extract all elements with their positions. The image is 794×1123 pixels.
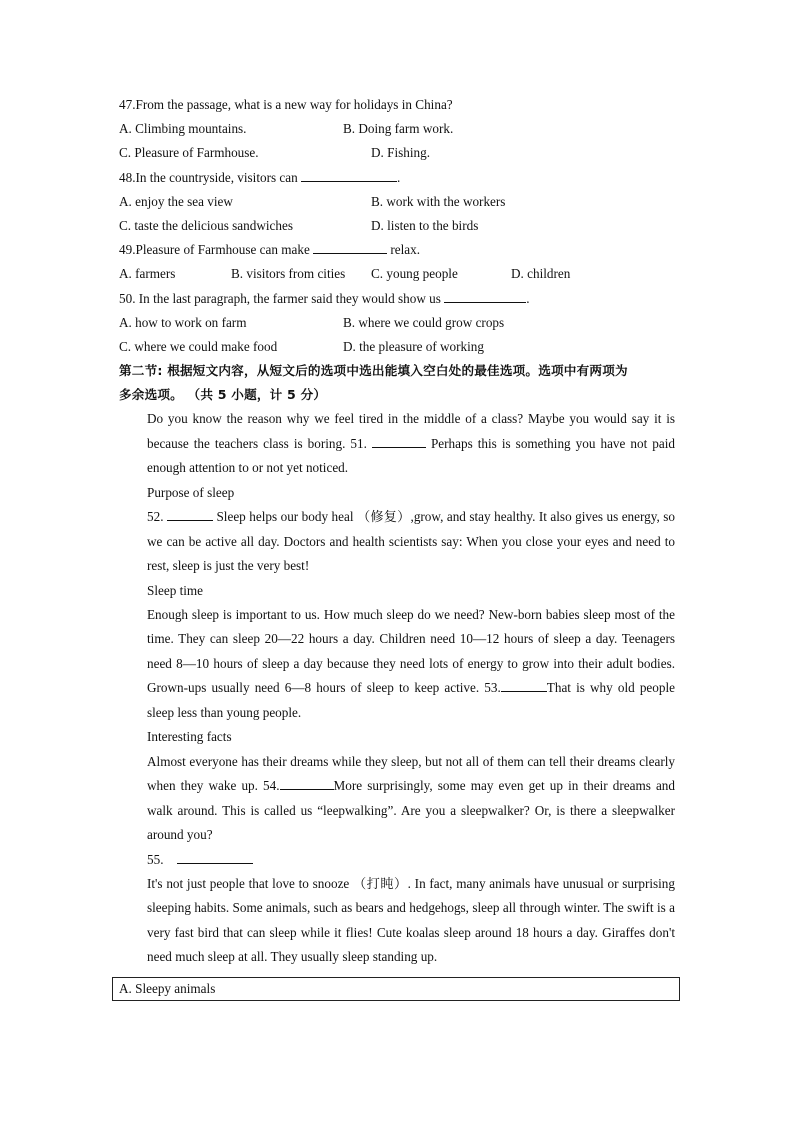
question-50-stem [119,287,675,311]
q47-option-d: D. Fishing. [371,145,430,161]
passage-paragraph-4 [119,750,675,848]
q48-option-d: D. listen to the birds [371,217,479,233]
q49-option-a: A. farmers [119,266,176,282]
blank-51 [372,432,426,448]
q48-stem-end: . [397,169,401,185]
subheading-purpose-of-sleep: Purpose of sleep [147,484,235,500]
subheading-interesting-facts: Interesting facts [147,729,232,745]
question-48-stem [119,166,675,190]
blank-53 [501,676,547,692]
passage-paragraph-5: It's not just people that love to snooze （打盹）. In fact, many animals have unusual or surprising sleeping habits. Some animals, such as bears and hedgehogs, sleep all through winter. The swift is a very fast bird that can sleep while it flies! Cute koalas sleep around 18 hours a day. Giraffes don't need much sleep at all. They usually sleep standing up. [147,875,675,965]
section-2-heading-line-2: 多余选项。 （共 5 小题，计 5 分） [119,387,327,403]
passage-paragraph-2 [119,505,675,579]
q49-blank [313,238,387,254]
p3-text: Enough sleep is important to us. How much sleep do we need? New-born babies sleep most of the time. They can sleep 20—22 hours a day. Children need 10—12 hours of sleep a day. Teenagers need 8—10 hours of sleep a day because they need lots of energy to grow into their adult bodies. Grown-ups usually need 6—8 hours of sleep to keep active. 53. [147,606,675,696]
q49-stem-end: relax. [387,242,421,258]
q50-option-d: D. the pleasure of working [343,338,484,354]
q50-option-c: C. where we could make food [119,338,278,354]
q49-stem-text: 49.Pleasure of Farmhouse can make [119,242,314,258]
p2-text: Sleep helps our body heal （修复）,grow, and stay healthy. It also gives us energy, so we can be active all day. Doctors and health scientists say: When you close your eyes and need to rest, sleep is just the very best! [147,509,675,574]
q49-option-c: C. young people [371,266,458,282]
q49-option-b: B. visitors from cities [231,266,346,282]
q48-option-a: A. enjoy the sea view [119,193,233,209]
subheading-sleep-time: Sleep time [147,582,204,598]
p1-text-end: Perhaps this is something you have not paid enough attention to or not yet noticed. [147,435,675,476]
p3-text-end: That is why old people sleep less than young people. [147,680,675,720]
q50-blank [444,287,526,303]
section-2-heading-line-1: 第二节: 根据短文内容，从短文后的选项中选出能填入空白处的最佳选项。选项中有两项为 [119,363,628,379]
passage-paragraph-3 [119,603,675,726]
question-49-options-row [119,262,675,286]
options-box [112,977,680,1001]
blank-55 [177,848,253,864]
question-49-stem [119,238,675,262]
q48-option-c: C. taste the delicious sandwiches [119,217,293,233]
question-50-options-row-1 [119,311,675,335]
p2-number: 52. [147,509,167,525]
question-48-options-row-1 [119,190,675,214]
blank-52 [167,505,213,521]
q47-option-b: B. Doing farm work. [343,121,454,137]
q47-option-a: A. Climbing mountains. [119,121,247,137]
question-47-options-row-2 [119,141,675,165]
p4-text-end: More surprisingly, some may even get up in their dreams and walk around. This is called us “leepwalking”. Are you a sleepwalker? Or, is there a sleepwalker around you? [147,778,675,842]
q49-option-d: D. children [511,266,571,282]
q50-option-a: A. how to work on farm [119,314,247,330]
question-50-options-row-2 [119,335,675,359]
question-47-options-row-1 [119,117,675,141]
q50-stem-end: . [526,290,530,306]
q50-stem-text: 50. In the last paragraph, the farmer said they would show us [119,290,445,306]
blank-54 [280,774,334,790]
q47-option-c: C. Pleasure of Farmhouse. [119,145,259,161]
content-area [119,93,675,970]
p4-text: Almost everyone has their dreams while they sleep, but not all of them can tell their dreams clearly when they wake up. 54. [147,753,675,793]
passage-paragraph-1 [119,407,675,481]
q55-number: 55. [147,851,164,867]
q48-blank [301,166,397,182]
option-a-sleepy-animals: A. Sleepy animals [119,981,216,996]
question-48-options-row-2 [119,214,675,238]
q48-stem-text: 48.In the countryside, visitors can [119,169,302,185]
question-55-line [119,848,675,872]
p1-text: Do you know the reason why we feel tired in the middle of a class? Maybe you would say it is because the teachers class is boring. 51. [147,411,675,451]
q48-option-b: B. work with the workers [371,193,506,209]
question-47-stem: 47.From the passage, what is a new way for holidays in China? [119,97,453,112]
q50-option-b: B. where we could grow crops [343,314,505,330]
